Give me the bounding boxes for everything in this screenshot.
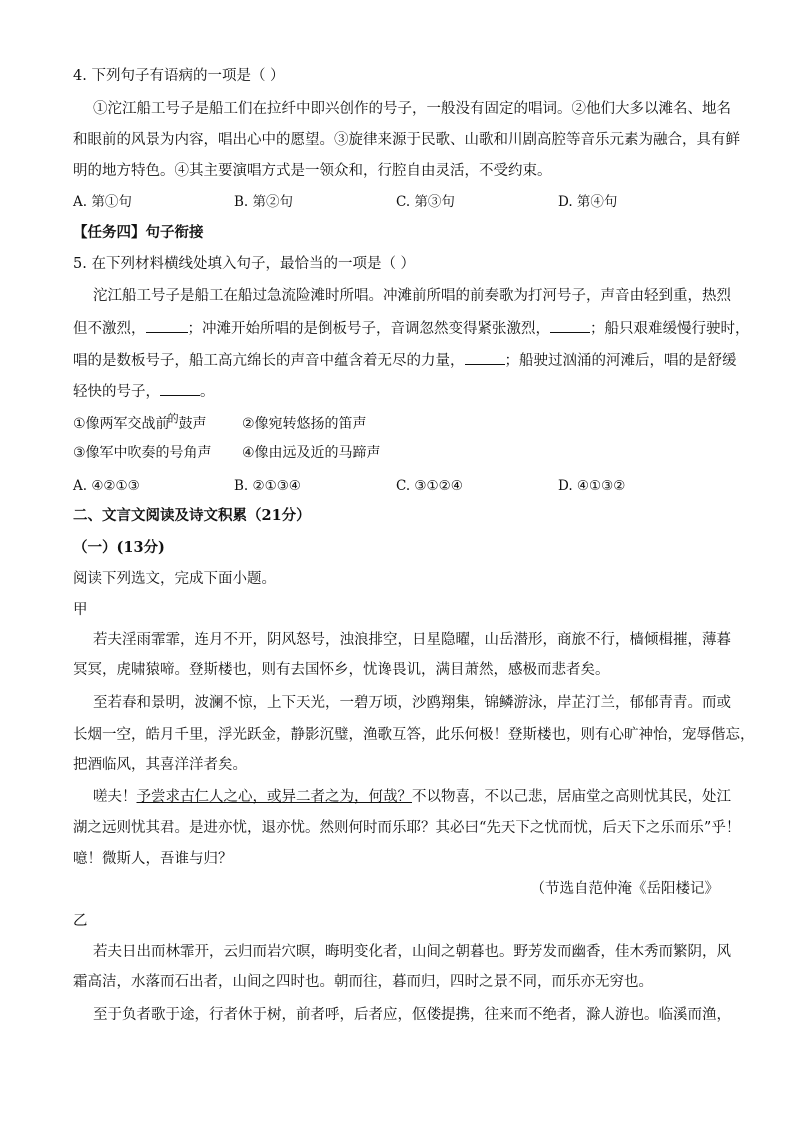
q5-option-b: B. ②①③④ [234,478,301,494]
jia-source: （节选自范仲淹《岳阳楼记》 [530,881,719,897]
answer-blank[interactable] [160,381,200,396]
q4-option-d: D. 第④句 [558,194,618,210]
q5-text-line [73,318,750,339]
yi-text-line: 霜高洁，水落而石出者，山间之四时也。朝而往，暮而归，四时之景不同，而乐亦无穷也。 [73,974,653,990]
q4-text-line: 明的地方特色。④其主要演唱方式是一领众和，行腔自由灵活，不受约束。 [73,163,552,179]
q4-option-b: B. 第②句 [234,194,294,210]
answer-blank[interactable] [550,318,590,333]
q5-option-c: C. ③①②④ [396,478,463,494]
q5-sentence-row [73,414,723,435]
q5-text-line [73,381,723,402]
jia-text-line: 若夫淫雨霏霏，连月不开，阴风怒号，浊浪排空，日星隐曜，山岳潜形，商旅不行，樯倾楫摧，薄暮 [93,632,731,648]
jia-text-line: 把酒临风，其喜洋洋者矣。 [73,757,247,773]
section2-title: 二、文言文阅读及诗文积累（21分） [73,507,311,524]
q5-text-segment: 轻快的号子， [73,384,160,400]
underlined-sentence: 予尝求古仁人之心，或异二者之为，何哉？ [136,789,412,805]
part1-instruction: 阅读下列选文，完成下面小题。 [73,571,276,587]
jia-text-segment: 不以物喜，不以己悲，居庙堂之高则忧其民，处江 [412,789,731,805]
part1-title: （一）(13分) [73,539,165,556]
q5-sentence-1-end: 鼓声 [178,416,207,432]
yi-text-line: 至于负者歌于途，行者休于树，前者呼，后者应，伛偻提携，往来而不绝者，滁人游也。临溪而渔， [93,1007,731,1023]
q4-stem: 4. 下列句子有语病的一项是（ ） [73,68,285,84]
q5-sentence-row [73,443,723,463]
q5-text-line [73,350,737,371]
q5-option-a: A. ④②①③ [73,478,140,494]
q4-text-line: ①沱江船工号子是船工们在拉纤中即兴创作的号子，一般没有固定的唱词。②他们大多以滩名、地名 [93,101,731,117]
q5-text-line: 沱江船工号子是船工在船过急流险滩时所唱。冲滩前所唱的前奏歌为打河号子，声音由轻到重，热烈 [93,288,731,304]
jia-text-line: 湖之远则忧其君。是进亦忧，退亦忧。然则何时而乐耶？其必曰“先天下之忧而忧，后天下之乐而乐”乎！ [73,820,741,836]
answer-blank[interactable] [465,350,505,365]
q4-text-line: 和眼前的风景为内容，唱出心中的愿望。③旋律来源于民歌、山歌和川剧高腔等音乐元素为融合，具有鲜 [73,132,740,148]
passage-yi-label: 乙 [73,913,88,929]
q5-stem: 5. 在下列材料横线处填入句子，最恰当的一项是（ ） [73,256,416,272]
task4-title: 【任务四】句子衔接 [73,224,204,241]
passage-jia-label: 甲 [73,602,88,618]
q5-sentence-1-sup: 的 [167,412,179,425]
jia-text-segment: 嗟夫！ [93,789,137,805]
jia-text-line: 至若春和景明，波澜不惊，上下天光，一碧万顷，沙鸥翔集，锦鳞游泳，岸芷汀兰，郁郁青青。而或 [93,695,731,711]
jia-text-line [93,787,743,807]
q5-text-segment: ；船驶过汹涌的河滩后，唱的是舒缓 [504,353,737,369]
jia-text-line: 冥冥，虎啸猿啼。登斯楼也，则有去国怀乡，忧谗畏讥，满目萧然，感极而悲者矣。 [73,662,610,678]
q5-option-d: D. ④①③② [558,478,626,494]
yi-text-line: 若夫日出而林霏开，云归而岩穴暝，晦明变化者，山间之朝暮也。野芳发而幽香，佳木秀而繁阴，风 [93,944,731,960]
q5-sentence-3: ③像军中吹奏的号角声 [73,445,212,461]
answer-blank[interactable] [146,318,188,333]
q5-sentence-1: ①像两军交战前 [73,416,170,432]
q4-option-c: C. 第③句 [396,194,455,210]
q5-text-segment: 。 [200,384,215,400]
q5-text-segment: 但不激烈， [73,321,146,337]
jia-text-line: 长烟一空，皓月千里，浮光跃金，静影沉璧，渔歌互答，此乐何极！登斯楼也，则有心旷神怡，宠辱偕忘， [73,727,755,743]
q5-text-segment: 唱的是数板号子，船工高亢绵长的声音中蕴含着无尽的力量， [73,353,465,369]
q5-sentence-4: ④像由远及近的马蹄声 [242,445,381,461]
q5-text-segment: ；船只艰难缓慢行驶时， [590,321,750,337]
q5-sentence-2: ②像宛转悠扬的笛声 [242,416,367,432]
q4-option-a: A. 第①句 [73,194,132,210]
jia-text-line: 噫！微斯人，吾谁与归？ [73,851,233,867]
q5-text-segment: ；冲滩开始所唱的是倒板号子，音调忽然变得紧张激烈， [187,321,550,337]
